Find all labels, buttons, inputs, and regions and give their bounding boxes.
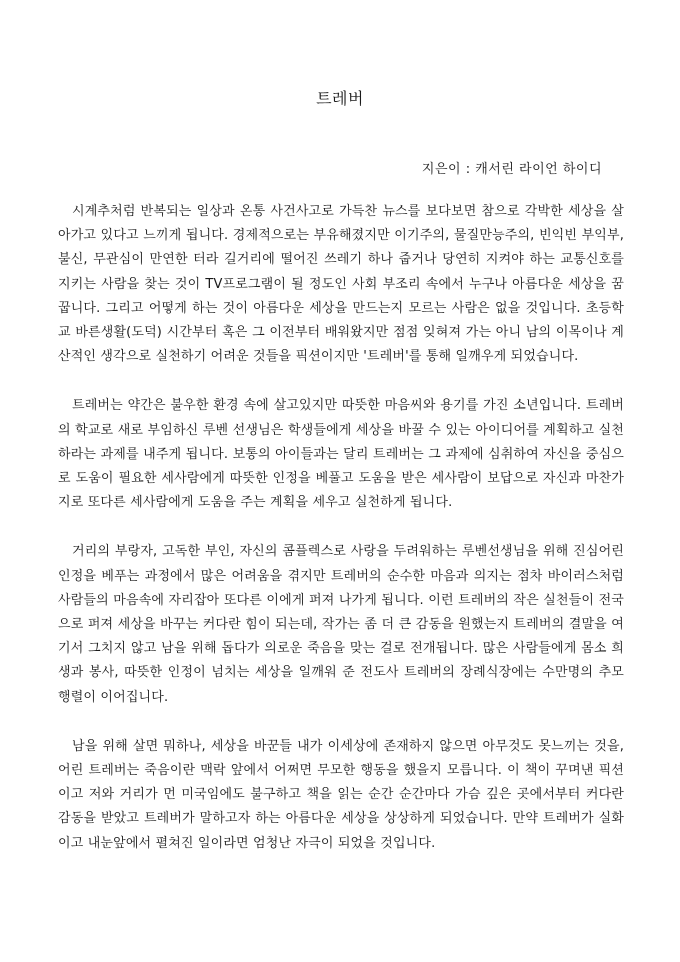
document-title: 트레버 <box>316 89 364 108</box>
paragraph: 남을 위해 살면 뭐하나, 세상을 바꾼들 내가 이세상에 존재하지 않으면 아무것도 못느끼는 것을, 어린 트레버는 죽음이란 맥락 앞에서 어쩌면 무모한 행동을 했을지 모릅니다. 이 책이 꾸며낸 픽션이고 저와 거리가 먼 미국임에도 불구하고 책을 읽는 순간 순간마다 가슴 깊은 곳에서부터 커다란 감동을 받았고 트레버가 말하고자 하는 아름다운 세상을 상상하게 되었습니다. 만약 트레버가 실화이고 내눈앞에서 펼쳐진 일이라면 엄청난 자극이 되었을 것입니다. <box>58 738 624 851</box>
paragraph: 트레버는 약간은 불우한 환경 속에 살고있지만 따뜻한 마음씨와 용기를 가진 소년입니다. 트레버의 학교로 새로 부임하신 루벤 선생님은 학생들에게 세상을 바꿀 수 있는 아이디어를 계획하고 실천하라는 과제를 내주게 됩니다. 보통의 아이들과는 달리 트레버는 그 과제에 심취하여 자신을 중심으로 도움이 필요한 세사람에게 따뜻한 인정을 베풀고 도움을 받은 세사람이 보답으로 자신과 마찬가지로 또다른 세사람에게 도움을 주는 계획을 세우고 실천하게 됩니다. <box>58 398 624 511</box>
paragraph: 시계추처럼 반복되는 일상과 온통 사건사고로 가득찬 뉴스를 보다보면 참으로 각박한 세상을 살아가고 있다고 느끼게 됩니다. 경제적으로는 부유해졌지만 이기주의, 물질만능주의, 빈익빈 부익부, 불신, 무관심이 만연한 터라 길거리에 떨어진 쓰레기 하나 줍거나 당연히 지켜야 하는 교통신호를 지키는 사람을 찾는 것이 TV프로그램이 될 정도인 사회 부조리 속에서 누구나 아름다운 세상을 꿈꿉니다. 그리고 어떻게 하는 것이 아름다운 세상을 만드는지 모르는 사람은 없을 것입니다. 초등학교 바른생활(도덕) 시간부터 혹은 그 이전부터 배워왔지만 점점 잊혀져 가는 아니 남의 이목이나 계산적인 생각으로 실천하기 어려운 것들을 픽션이지만 '트레버'를 통해 일깨우게 되었습니다. <box>58 204 624 365</box>
document-body <box>58 200 624 881</box>
paragraph: 거리의 부랑자, 고독한 부인, 자신의 콤플렉스로 사랑을 두려워하는 루벤선생님을 위해 진심어린 인정을 베푸는 과정에서 많은 어려움을 겪지만 트레버의 순수한 마음과 의지는 점차 바이러스처럼 사람들의 마음속에 자리잡아 또다른 이에게 퍼져 나가게 됩니다. 이런 트레버의 작은 실천들이 전국으로 퍼져 세상을 바꾸는 커다란 힘이 되는데, 작가는 좀 더 큰 감동을 원했는지 트레버의 결말을 여기서 그치지 않고 남을 위해 돕다가 의로운 죽음을 맞는 걸로 전개됩니다. 많은 사람들에게 몸소 희생과 봉사, 따뜻한 인정이 넘치는 세상을 일깨워 준 전도사 트레버의 장례식장에는 수만명의 추모 행렬이 이어집니다. <box>58 544 624 705</box>
author-line: 지은이 : 캐서린 라이언 하이디 <box>421 162 602 177</box>
